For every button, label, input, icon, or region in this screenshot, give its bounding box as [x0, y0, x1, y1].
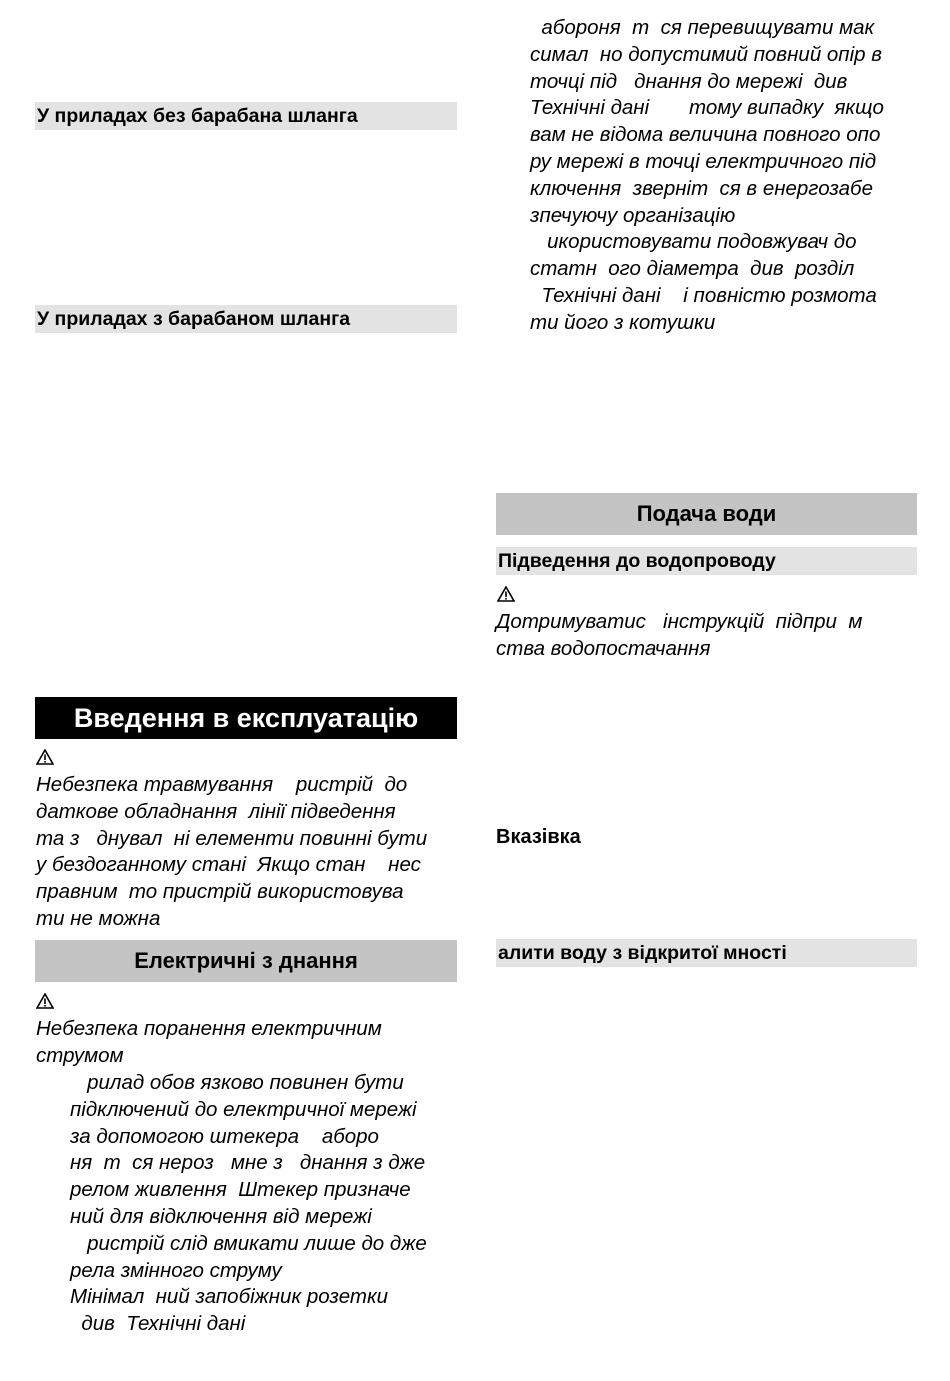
text-line: Небезпека поранення електричним	[36, 1017, 382, 1040]
text-line: ний для відключення від мережі	[70, 1204, 372, 1228]
warning-triangle-icon	[497, 586, 515, 602]
text-line: Технічні дані і повністю розмота	[530, 283, 877, 307]
text-line: ключення зверніт ся в енергозабе	[530, 176, 873, 200]
section-title-electrical: Електричні з днання	[35, 940, 457, 982]
text-line: Небезпека травмування ристрій до	[36, 773, 408, 796]
heading-open-tank: алити воду з відкритої мності	[496, 939, 917, 967]
text-line: рела змінного струму	[70, 1258, 282, 1282]
text-line: Технічні дані тому випадку якщо	[530, 96, 884, 120]
warning-triangle-icon	[36, 749, 54, 765]
text-line: ристрій слід вмикати лише до дже	[70, 1231, 427, 1255]
start-up-warning-text	[36, 772, 427, 933]
mains-impedance-text	[530, 15, 884, 337]
warning-triangle-icon	[36, 993, 54, 1009]
note-label: Вказівка	[496, 826, 581, 848]
heading-mains-connection: Підведення до водопроводу	[496, 547, 917, 575]
text-line: ня т ся нероз мне з днання з дже	[70, 1151, 426, 1175]
heading-no-hose-reel: У приладах без барабана шланга	[35, 102, 457, 130]
text-line: ти не можна	[36, 906, 161, 930]
text-line: та з днувал ні елементи повинні бути	[36, 826, 428, 850]
heading-with-hose-reel: У приладах з барабаном шланга	[35, 305, 457, 333]
text-line: див Технічні дані	[70, 1312, 246, 1336]
text-line: струмом	[36, 1043, 124, 1067]
text-line: за допомогою штекера аборо	[70, 1124, 379, 1148]
section-title-start-up: Введення в експлуатацію	[35, 697, 457, 739]
text-line: правним то пристрій використовува	[36, 880, 404, 904]
water-supply-warning-text	[496, 609, 862, 663]
text-line: Мінімал ний запобіжник розетки	[70, 1285, 389, 1309]
text-line: підключений до електричної мережі	[70, 1097, 417, 1121]
text-line: ства водопостачання	[496, 636, 711, 660]
text-line: абороня т ся перевищувати мак	[530, 16, 875, 39]
text-line: зпечуючу організацію	[530, 203, 736, 227]
electrical-warning-text	[36, 1016, 382, 1070]
text-line: икористовувати подовжувач до	[530, 230, 857, 254]
section-title-water-supply: Подача води	[496, 493, 917, 535]
text-line: рилад обов язково повинен бути	[70, 1071, 404, 1094]
text-line: ти його з котушки	[530, 310, 716, 334]
text-line: даткове обладнання лінії підведення	[36, 799, 396, 823]
text-line: ру мережі в точці електричного під	[530, 149, 877, 173]
text-line: вам не відома величина повного опо	[530, 123, 881, 147]
electrical-requirements-list	[70, 1070, 427, 1338]
text-line: точці під днання до мережі див	[530, 69, 848, 93]
text-line: Дотримуватис інструкцій підпри м	[496, 610, 863, 633]
text-line: статн ого діаметра див розділ	[530, 257, 855, 281]
text-line: у бездоганному стані Якщо стан нес	[36, 853, 421, 877]
text-line: симал но допустимий повний опір в	[530, 42, 882, 66]
text-line: релом живлення Штекер призначе	[70, 1178, 411, 1202]
